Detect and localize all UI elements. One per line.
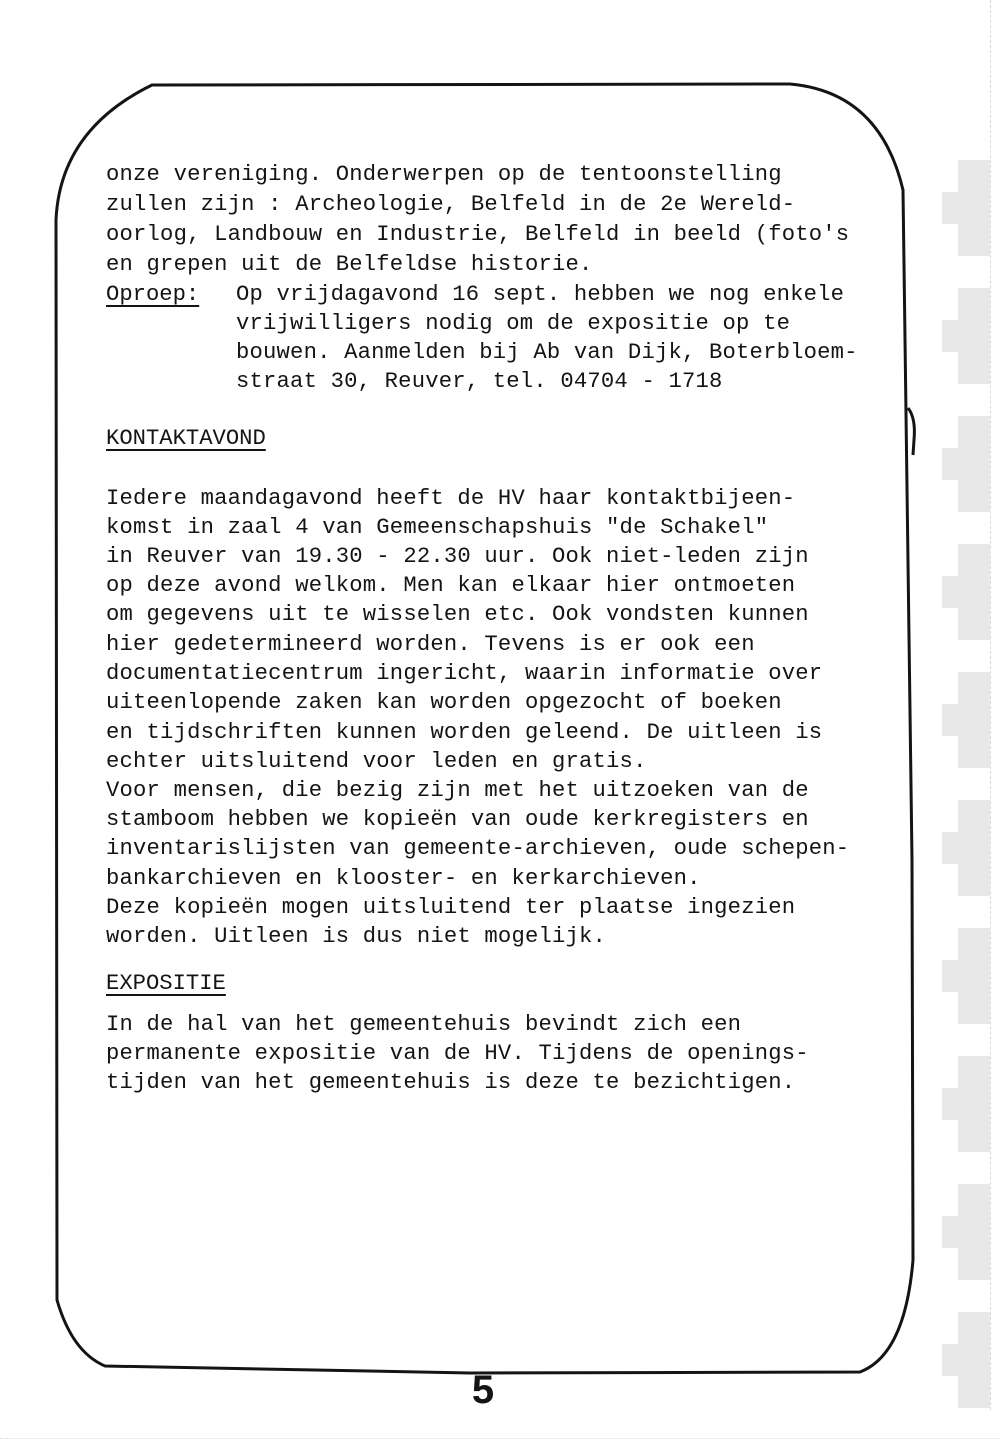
- scan-artifact-block: [958, 1248, 990, 1280]
- text-line: vrijwilligers nodig om de expositie op te: [236, 311, 791, 336]
- scan-artifact-block: [958, 1056, 990, 1088]
- section-heading-kontaktavond: KONTAKTAVOND: [106, 426, 266, 451]
- text-line: hier gedetermineerd worden. Tevens is er ook een: [106, 632, 755, 657]
- text-line: documentatiecentrum ingericht, waarin informatie over: [106, 661, 823, 686]
- scan-artifact-block: [958, 672, 990, 704]
- scan-artifact-block: [958, 864, 990, 896]
- text-line: stamboom hebben we kopieën van oude kerkregisters en: [106, 807, 809, 832]
- scan-artifact-block: [942, 704, 990, 736]
- scan-artifact-block: [942, 1216, 990, 1248]
- scan-artifact-block: [942, 1344, 990, 1376]
- scan-artifact-block: [942, 320, 990, 352]
- text-line: permanente expositie van de HV. Tijdens de openings-: [106, 1041, 809, 1066]
- text-line: Voor mensen, die bezig zijn met het uitzoeken van de: [106, 778, 809, 803]
- scan-artifact-block: [958, 992, 990, 1024]
- frame-bracket-mark: [908, 408, 914, 455]
- scan-artifact-block: [942, 192, 990, 224]
- text-line: Op vrijdagavond 16 sept. hebben we nog enkele: [236, 282, 845, 307]
- scan-artifact-block: [958, 736, 990, 768]
- text-line: komst in zaal 4 van Gemeenschapshuis "de Schakel": [106, 515, 769, 540]
- text-line: oorlog, Landbouw en Industrie, Belfeld in beeld (foto's: [106, 222, 850, 247]
- scan-artifact-block: [942, 448, 990, 480]
- text-line: tijden van het gemeentehuis is deze te bezichtigen.: [106, 1070, 796, 1095]
- scan-artifact-block: [942, 576, 990, 608]
- text-line: Iedere maandagavond heeft de HV haar kontaktbijeen-: [106, 486, 796, 511]
- scan-artifact-block: [958, 352, 990, 384]
- text-line: bankarchieven en klooster- en kerkarchieven.: [106, 866, 701, 891]
- scan-artifact-block: [958, 800, 990, 832]
- scan-artifact-block: [958, 544, 990, 576]
- scan-artifact-block: [958, 416, 990, 448]
- scan-artifact-block: [958, 288, 990, 320]
- text-line: in Reuver van 19.30 - 22.30 uur. Ook niet-leden zijn: [106, 544, 809, 569]
- scan-artifact-block: [958, 1312, 990, 1344]
- scan-artifact-block: [958, 480, 990, 512]
- text-line: onze vereniging. Onderwerpen op de tentoonstelling: [106, 162, 782, 187]
- text-line: op deze avond welkom. Men kan elkaar hier ontmoeten: [106, 573, 796, 598]
- scan-artifact-block: [958, 608, 990, 640]
- text-line: straat 30, Reuver, tel. 04704 - 1718: [236, 369, 723, 394]
- scan-artifact-block: [958, 928, 990, 960]
- scan-artifact-block: [958, 160, 990, 192]
- text-line: zullen zijn : Archeologie, Belfeld in de 2e Wereld-: [106, 192, 796, 217]
- oproep-label: Oproep:: [106, 282, 200, 307]
- text-line: en grepen uit de Belfeldse historie.: [106, 252, 593, 277]
- text-line: Deze kopieën mogen uitsluitend ter plaatse ingezien: [106, 895, 796, 920]
- text-line: echter uitsluitend voor leden en gratis.: [106, 749, 647, 774]
- text-line: inventarislijsten van gemeente-archieven, oude schepen-: [106, 836, 850, 861]
- text-line: uiteenlopende zaken kan worden opgezocht of boeken: [106, 690, 782, 715]
- text-line: om gegevens uit te wisselen etc. Ook vondsten kunnen: [106, 602, 809, 627]
- text-line: worden. Uitleen is dus niet mogelijk.: [106, 924, 607, 949]
- scan-artifact-block: [942, 832, 990, 864]
- scan-artifact-block: [942, 1088, 990, 1120]
- scan-artifact-block: [942, 960, 990, 992]
- scan-artifact-block: [958, 1376, 990, 1408]
- text-line: bouwen. Aanmelden bij Ab van Dijk, Boterbloem-: [236, 340, 858, 365]
- page-number: 5: [471, 1368, 495, 1412]
- text-line: en tijdschriften kunnen worden geleend. De uitleen is: [106, 720, 823, 745]
- section-heading-expositie: EXPOSITIE: [106, 971, 226, 996]
- scan-artifact-block: [958, 224, 990, 256]
- text-line: In de hal van het gemeentehuis bevindt zich een: [106, 1012, 742, 1037]
- scan-artifact-block: [958, 1120, 990, 1152]
- scan-artifact-block: [958, 1184, 990, 1216]
